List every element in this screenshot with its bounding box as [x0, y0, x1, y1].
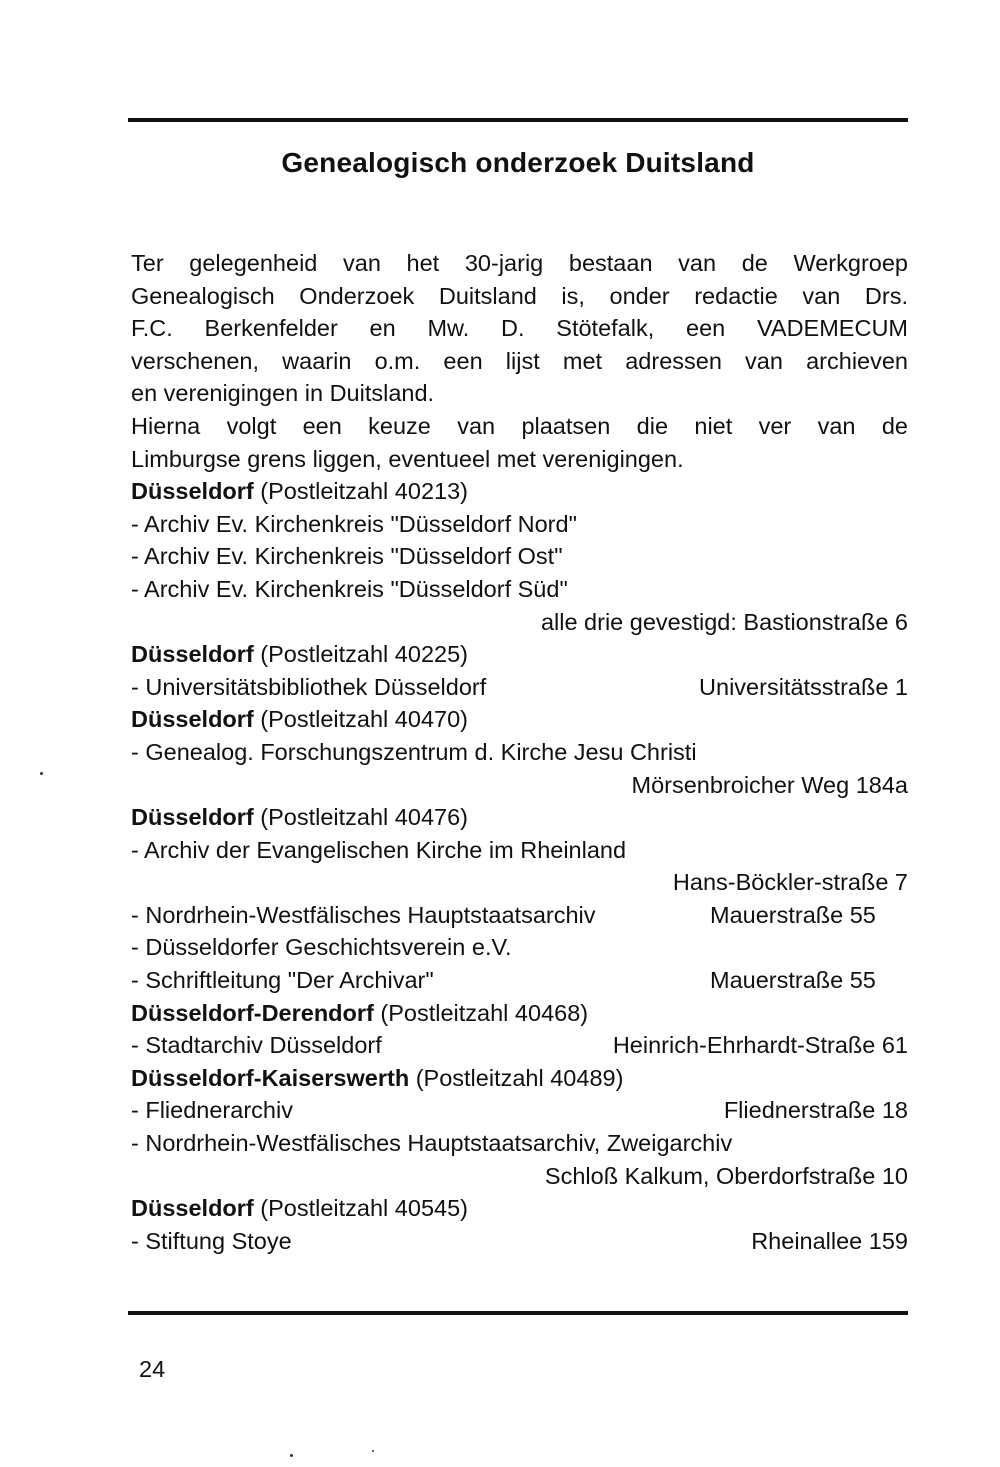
entry-address: Mörsenbroicher Weg 184a [631, 771, 908, 798]
postcode: (Postleitzahl 40489) [415, 1064, 624, 1091]
postcode: (Postleitzahl 40545) [260, 1195, 468, 1222]
entry-address: Hans-Böckler-straße 7 [672, 869, 908, 896]
entry-address: Mauerstraße 55 [710, 967, 876, 994]
archive-entry [131, 964, 908, 997]
city-name: Düsseldorf [131, 804, 254, 831]
entry-address: Mauerstraße 55 [710, 901, 876, 928]
intro-line: en verenigingen in Duitsland. [131, 380, 435, 407]
intro-line: F.C. Berkenfelder en Mw. D. Stötefalk, een VADEMECUM [131, 315, 908, 342]
entry-address: Rheinallee 159 [751, 1227, 908, 1254]
entry-name: - Stiftung Stoye [131, 1227, 292, 1254]
archive-entry [131, 671, 908, 704]
postcode: (Postleitzahl 40213) [260, 478, 468, 505]
postcode: (Postleitzahl 40476) [260, 804, 468, 831]
scan-speck [290, 1454, 293, 1457]
archive-entry [131, 1094, 908, 1127]
page-number: 24 [139, 1356, 166, 1382]
entry-address: Schloß Kalkum, Oberdorfstraße 10 [544, 1162, 908, 1189]
postcode: (Postleitzahl 40225) [260, 641, 468, 668]
section-heading [131, 997, 908, 1030]
archive-entry [131, 1029, 908, 1062]
archive-entry: - Archiv Ev. Kirchenkreis "Düsseldorf Ost" [131, 543, 563, 570]
intro-line: Genealogisch Onderzoek Duitsland is, onder redactie van Drs. [131, 282, 908, 309]
city-name: Düsseldorf [131, 1195, 254, 1222]
intro-line: Ter gelegenheid van het 30-jarig bestaan van de Werkgroep [131, 250, 908, 276]
entry-name: - Nordrhein-Westfälisches Hauptstaatsarchiv, Zweigarchiv [131, 1130, 733, 1157]
entry-name: - Schriftleitung "Der Archivar" [131, 967, 434, 994]
scan-speck [40, 772, 43, 775]
archive-entry [131, 899, 908, 932]
archive-entry: - Archiv Ev. Kirchenkreis "Düsseldorf Süd" [131, 575, 568, 602]
entry-name: - Genealog. Forschungszentrum d. Kirche Jesu Christi [131, 738, 697, 765]
city-name: Düsseldorf [131, 641, 254, 668]
article-body [131, 247, 908, 1257]
intro-line: Limburgse grens liggen, eventueel met verenigingen. [131, 445, 684, 472]
intro-line: Hierna volgt een keuze van plaatsen die niet ver van de [131, 412, 908, 439]
entry-name: - Düsseldorfer Geschichtsverein e.V. [131, 934, 512, 961]
bottom-rule [128, 1311, 908, 1315]
address-note: alle drie gevestigd: Bastionstraße 6 [540, 608, 908, 635]
section-heading [131, 1192, 908, 1225]
top-rule [128, 118, 908, 122]
entry-address: Universitätsstraße 1 [699, 673, 908, 700]
scan-speck [372, 1450, 374, 1452]
archive-entry: - Archiv Ev. Kirchenkreis "Düsseldorf Nord" [131, 510, 577, 537]
city-name: Düsseldorf-Kaiserswerth [131, 1064, 410, 1091]
entry-name: - Stadtarchiv Düsseldorf [131, 1032, 382, 1059]
postcode: (Postleitzahl 40468) [380, 999, 589, 1026]
intro-line: verschenen, waarin o.m. een lijst met adressen van archieven [131, 347, 908, 374]
section-heading [131, 801, 908, 834]
entry-name: - Fliednerarchiv [131, 1097, 293, 1124]
city-name: Düsseldorf [131, 478, 254, 505]
city-name: Düsseldorf-Derendorf [131, 999, 374, 1026]
entry-address: Heinrich-Ehrhardt-Straße 61 [612, 1032, 908, 1059]
entry-name: - Universitätsbibliothek Düsseldorf [131, 673, 487, 700]
entry-name: - Archiv der Evangelischen Kirche im Rheinland [131, 836, 627, 863]
section-heading [131, 1062, 908, 1095]
page-title: Genealogisch onderzoek Duitsland [281, 147, 755, 178]
section-heading [131, 703, 908, 736]
section-heading [131, 638, 908, 671]
archive-entry [131, 1225, 908, 1258]
city-name: Düsseldorf [131, 706, 254, 733]
section-heading [131, 475, 908, 508]
entry-name: - Nordrhein-Westfälisches Hauptstaatsarchiv [131, 901, 596, 928]
postcode: (Postleitzahl 40470) [260, 706, 468, 733]
entry-address: Fliednerstraße 18 [723, 1097, 908, 1124]
